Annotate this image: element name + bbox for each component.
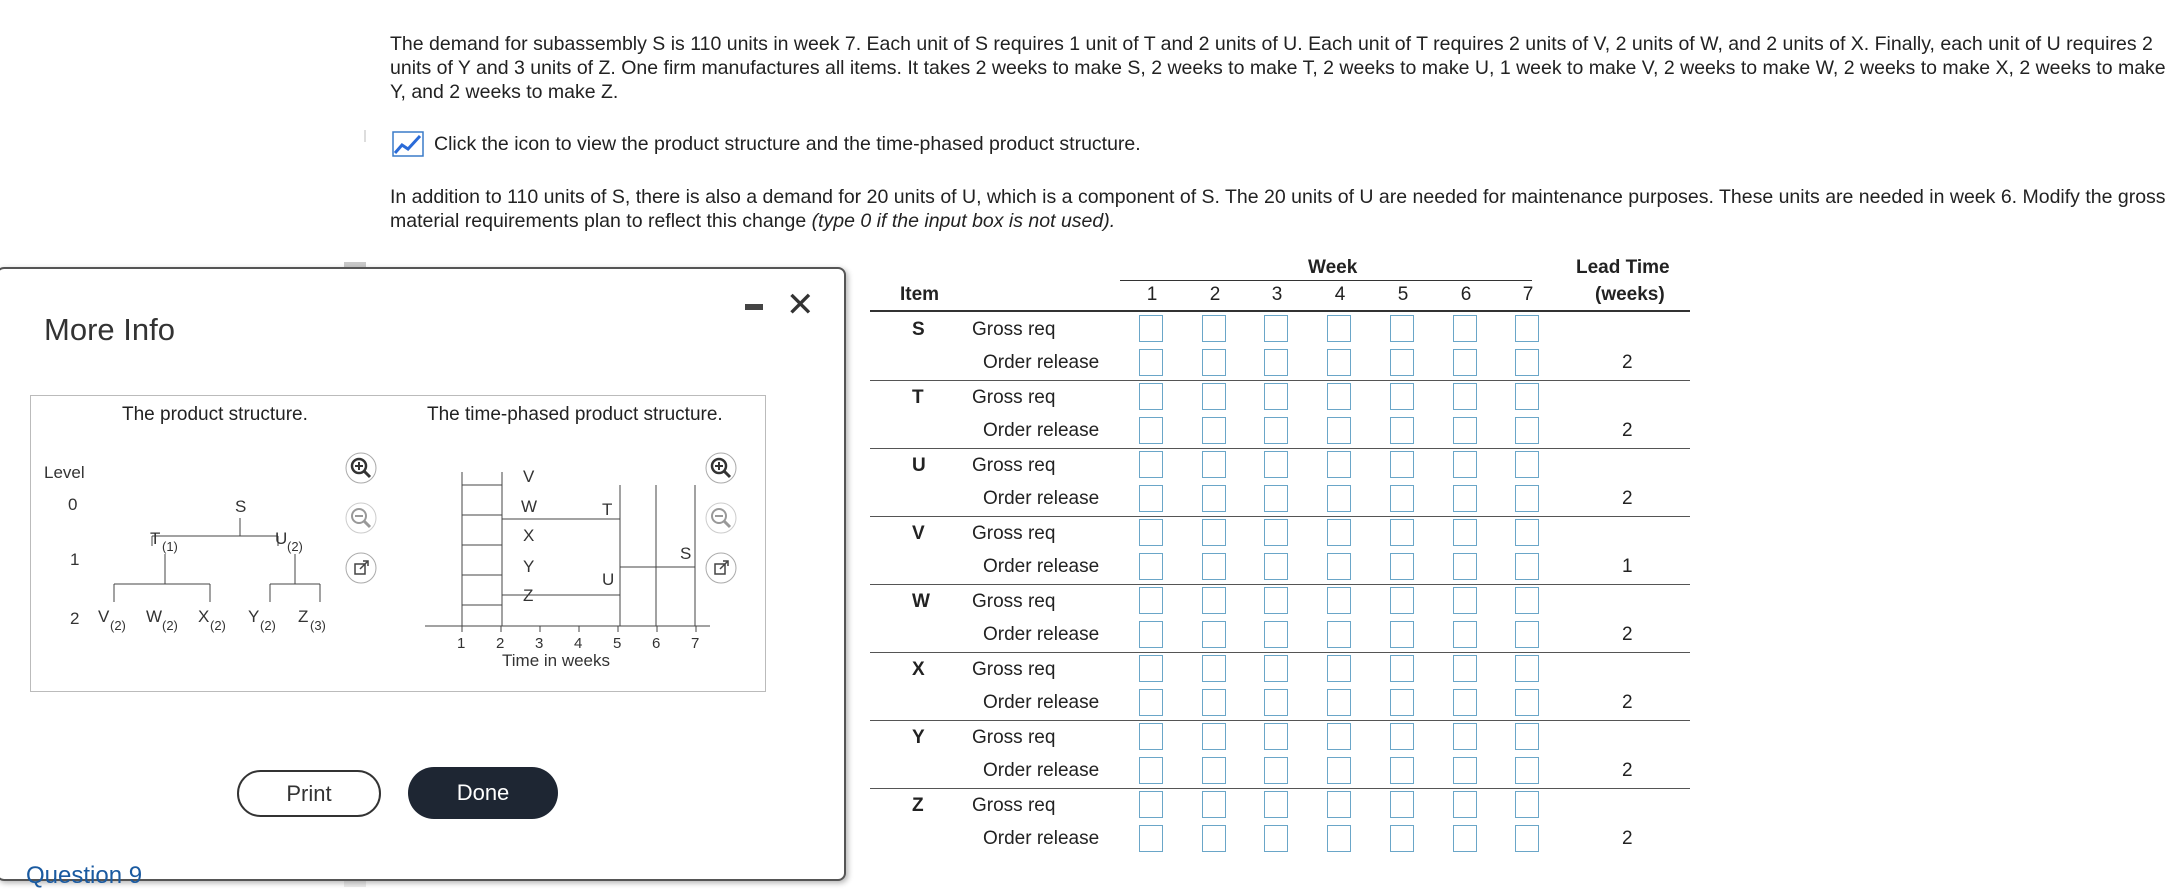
lead-time-value: 2 bbox=[1622, 352, 1633, 373]
order-input-z-week3[interactable] bbox=[1264, 825, 1288, 852]
level-2: 2 bbox=[70, 609, 80, 628]
order-input-s-week2[interactable] bbox=[1202, 349, 1226, 376]
item-s: S bbox=[912, 319, 925, 340]
item-w: W bbox=[912, 591, 930, 612]
timeline-s: S bbox=[680, 544, 692, 563]
gross-req-label: Gross req bbox=[972, 795, 1056, 816]
minimize-button[interactable] bbox=[745, 304, 763, 310]
popout-icon[interactable] bbox=[345, 552, 377, 584]
chart-icon[interactable] bbox=[392, 131, 424, 157]
order-input-u-week1[interactable] bbox=[1139, 485, 1163, 512]
gross-input-y-week1[interactable] bbox=[1139, 723, 1163, 750]
order-input-v-week4[interactable] bbox=[1327, 553, 1351, 580]
node-y: Y bbox=[248, 607, 260, 626]
order-input-y-week2[interactable] bbox=[1202, 757, 1226, 784]
gross-input-s-week5[interactable] bbox=[1390, 315, 1414, 342]
node-u: U bbox=[275, 529, 288, 548]
order-release-label: Order release bbox=[983, 692, 1100, 713]
gross-input-t-week4[interactable] bbox=[1327, 383, 1351, 410]
order-input-y-week6[interactable] bbox=[1453, 757, 1477, 784]
gross-input-t-week7[interactable] bbox=[1515, 383, 1539, 410]
addition-text: In addition to 110 units of S, there is also a demand for 20 units of U, which is a component of S. The 20 units of U are needed for maintenance purposes. These units are needed in week 6. Modify the gross material requirements plan to reflect this change bbox=[390, 186, 2166, 232]
order-release-label: Order release bbox=[983, 556, 1100, 577]
order-input-t-week5[interactable] bbox=[1390, 417, 1414, 444]
order-input-w-week4[interactable] bbox=[1327, 621, 1351, 648]
order-release-label: Order release bbox=[983, 624, 1100, 645]
level-1: 1 bbox=[70, 550, 80, 569]
week-number: 2 bbox=[1209, 284, 1221, 305]
close-icon[interactable]: ✕ bbox=[786, 286, 815, 324]
gross-input-u-week4[interactable] bbox=[1327, 451, 1351, 478]
level-0: 0 bbox=[68, 495, 78, 514]
gross-input-y-week2[interactable] bbox=[1202, 723, 1226, 750]
order-input-w-week2[interactable] bbox=[1202, 621, 1226, 648]
problem-statement bbox=[390, 32, 2170, 104]
gross-input-s-week7[interactable] bbox=[1515, 315, 1539, 342]
order-input-s-week3[interactable] bbox=[1264, 349, 1288, 376]
gross-req-label: Gross req bbox=[972, 659, 1056, 680]
lead-time-value: 2 bbox=[1622, 692, 1633, 713]
week-underline bbox=[1120, 280, 1532, 281]
order-input-y-week3[interactable] bbox=[1264, 757, 1288, 784]
zoom-out-icon[interactable] bbox=[345, 502, 377, 534]
gross-input-z-week1[interactable] bbox=[1139, 791, 1163, 818]
order-input-y-week7[interactable] bbox=[1515, 757, 1539, 784]
gross-input-z-week7[interactable] bbox=[1515, 791, 1539, 818]
week-number: 3 bbox=[1271, 284, 1283, 305]
print-button[interactable]: Print bbox=[237, 770, 381, 817]
row-divider bbox=[870, 380, 1690, 381]
order-input-t-week1[interactable] bbox=[1139, 417, 1163, 444]
timeline-axis-label: Time in weeks bbox=[502, 651, 611, 670]
gross-input-x-week6[interactable] bbox=[1453, 655, 1477, 682]
order-input-z-week4[interactable] bbox=[1327, 825, 1351, 852]
lead-time-value: 2 bbox=[1622, 828, 1633, 849]
row-divider bbox=[870, 516, 1690, 517]
order-input-z-week2[interactable] bbox=[1202, 825, 1226, 852]
row-divider bbox=[870, 584, 1690, 585]
gross-input-v-week5[interactable] bbox=[1390, 519, 1414, 546]
order-input-z-week5[interactable] bbox=[1390, 825, 1414, 852]
gross-input-v-week4[interactable] bbox=[1327, 519, 1351, 546]
order-input-y-week5[interactable] bbox=[1390, 757, 1414, 784]
popout-icon-2[interactable] bbox=[705, 552, 737, 584]
gross-req-label: Gross req bbox=[972, 455, 1056, 476]
timeline-y: Y bbox=[523, 557, 535, 576]
order-input-w-week7[interactable] bbox=[1515, 621, 1539, 648]
product-structure-tree bbox=[30, 450, 350, 650]
order-input-t-week4[interactable] bbox=[1327, 417, 1351, 444]
gross-input-u-week7[interactable] bbox=[1515, 451, 1539, 478]
gross-req-label: Gross req bbox=[972, 387, 1056, 408]
gross-input-t-week3[interactable] bbox=[1264, 383, 1288, 410]
order-input-x-week3[interactable] bbox=[1264, 689, 1288, 716]
done-button[interactable]: Done bbox=[408, 767, 558, 819]
click-instruction: Click the icon to view the product structure and the time-phased product structure. bbox=[434, 132, 1141, 155]
week-number: 7 bbox=[1522, 284, 1534, 305]
order-release-label: Order release bbox=[983, 352, 1100, 373]
order-input-s-week7[interactable] bbox=[1515, 349, 1539, 376]
zoom-in-icon-2[interactable] bbox=[705, 452, 737, 484]
level-label: Level bbox=[44, 463, 85, 482]
product-structure-title: The product structure. bbox=[122, 404, 308, 425]
order-input-s-week6[interactable] bbox=[1453, 349, 1477, 376]
gross-req-label: Gross req bbox=[972, 523, 1056, 544]
order-input-y-week4[interactable] bbox=[1327, 757, 1351, 784]
node-t: T bbox=[150, 529, 161, 548]
row-divider bbox=[870, 788, 1690, 789]
order-input-t-week6[interactable] bbox=[1453, 417, 1477, 444]
node-s: S bbox=[235, 497, 247, 516]
item-v: V bbox=[912, 523, 925, 544]
timeline-tick-label: 7 bbox=[691, 635, 700, 652]
gross-req-label: Gross req bbox=[972, 591, 1056, 612]
week-number: 4 bbox=[1334, 284, 1346, 305]
gross-input-u-week1[interactable] bbox=[1139, 451, 1163, 478]
gross-input-w-week1[interactable] bbox=[1139, 587, 1163, 614]
problem-paragraph: The demand for subassembly S is 110 units in week 7. Each unit of S requires 1 unit of T and 2 units of U. Each unit of T requires 2 units of V, 2 units of W, and 2 units of X. Finally, each unit of U requires 2 units of Y and 3 units of Z. One firm manufactures all items. It takes 2 weeks to make S, 2 weeks to make T, 2 weeks to make U, 1 week to make V, 2 weeks to make W, 2 weeks to make X, 2 weeks to make Y, and 2 weeks to make Z. bbox=[390, 33, 2166, 103]
gross-input-s-week4[interactable] bbox=[1327, 315, 1351, 342]
order-input-v-week1[interactable] bbox=[1139, 553, 1163, 580]
node-x: X bbox=[198, 607, 210, 626]
order-input-u-week2[interactable] bbox=[1202, 485, 1226, 512]
order-input-v-week2[interactable] bbox=[1202, 553, 1226, 580]
gross-input-z-week6[interactable] bbox=[1453, 791, 1477, 818]
gross-input-s-week1[interactable] bbox=[1139, 315, 1163, 342]
gross-input-v-week2[interactable] bbox=[1202, 519, 1226, 546]
timeline-x: X bbox=[523, 526, 535, 545]
gross-input-t-week2[interactable] bbox=[1202, 383, 1226, 410]
gross-input-z-week3[interactable] bbox=[1264, 791, 1288, 818]
order-input-t-week2[interactable] bbox=[1202, 417, 1226, 444]
item-u: U bbox=[912, 455, 926, 476]
timeline-tick-label: 6 bbox=[652, 635, 661, 652]
gross-input-s-week3[interactable] bbox=[1264, 315, 1288, 342]
order-input-x-week6[interactable] bbox=[1453, 689, 1477, 716]
gross-input-w-week6[interactable] bbox=[1453, 587, 1477, 614]
gross-input-t-week5[interactable] bbox=[1390, 383, 1414, 410]
timeline-w: W bbox=[521, 497, 538, 516]
gross-input-v-week6[interactable] bbox=[1453, 519, 1477, 546]
gross-req-label: Gross req bbox=[972, 727, 1056, 748]
node-w-qty: (2) bbox=[162, 618, 178, 633]
gross-input-t-week6[interactable] bbox=[1453, 383, 1477, 410]
week-header: Week bbox=[1308, 257, 1358, 278]
header-divider bbox=[870, 310, 1690, 312]
item-x: X bbox=[912, 659, 925, 680]
order-input-s-week5[interactable] bbox=[1390, 349, 1414, 376]
item-y: Y bbox=[912, 727, 925, 748]
node-z-qty: (3) bbox=[310, 618, 326, 633]
week-number: 1 bbox=[1146, 284, 1158, 305]
order-input-v-week3[interactable] bbox=[1264, 553, 1288, 580]
order-input-z-week6[interactable] bbox=[1453, 825, 1477, 852]
order-input-w-week1[interactable] bbox=[1139, 621, 1163, 648]
item-t: T bbox=[912, 387, 924, 408]
gross-input-y-week7[interactable] bbox=[1515, 723, 1539, 750]
timeline-tick-label: 1 bbox=[457, 635, 466, 652]
row-divider bbox=[870, 720, 1690, 721]
order-input-x-week1[interactable] bbox=[1139, 689, 1163, 716]
gross-input-u-week5[interactable] bbox=[1390, 451, 1414, 478]
node-t-qty: (1) bbox=[162, 539, 178, 554]
gross-input-s-week6[interactable] bbox=[1453, 315, 1477, 342]
order-input-w-week6[interactable] bbox=[1453, 621, 1477, 648]
gross-input-x-week4[interactable] bbox=[1327, 655, 1351, 682]
gross-req-label: Gross req bbox=[972, 319, 1056, 340]
order-input-s-week4[interactable] bbox=[1327, 349, 1351, 376]
gross-input-w-week2[interactable] bbox=[1202, 587, 1226, 614]
order-release-label: Order release bbox=[983, 828, 1100, 849]
zoom-out-icon-2[interactable] bbox=[705, 502, 737, 534]
node-w: W bbox=[146, 607, 163, 626]
gross-input-y-week6[interactable] bbox=[1453, 723, 1477, 750]
timeline-tick-label: 2 bbox=[496, 635, 505, 652]
node-v-qty: (2) bbox=[110, 618, 126, 633]
timeline-tick-label: 4 bbox=[574, 635, 583, 652]
chart-link[interactable] bbox=[392, 131, 1141, 157]
gross-input-z-week4[interactable] bbox=[1327, 791, 1351, 818]
row-divider bbox=[870, 652, 1690, 653]
lead-time-unit: (weeks) bbox=[1595, 284, 1665, 305]
addition-hint: (type 0 if the input box is not used). bbox=[811, 210, 1116, 232]
lead-time-value: 2 bbox=[1622, 624, 1633, 645]
order-input-u-week4[interactable] bbox=[1327, 485, 1351, 512]
gross-input-w-week7[interactable] bbox=[1515, 587, 1539, 614]
zoom-in-icon[interactable] bbox=[345, 452, 377, 484]
order-input-w-week5[interactable] bbox=[1390, 621, 1414, 648]
gross-input-x-week2[interactable] bbox=[1202, 655, 1226, 682]
order-input-z-week7[interactable] bbox=[1515, 825, 1539, 852]
gross-input-y-week4[interactable] bbox=[1327, 723, 1351, 750]
gross-input-z-week2[interactable] bbox=[1202, 791, 1226, 818]
order-input-s-week1[interactable] bbox=[1139, 349, 1163, 376]
node-v: V bbox=[98, 607, 110, 626]
timeline-z: Z bbox=[523, 586, 534, 605]
order-input-x-week4[interactable] bbox=[1327, 689, 1351, 716]
gross-input-w-week3[interactable] bbox=[1264, 587, 1288, 614]
node-y-qty: (2) bbox=[260, 618, 276, 633]
node-x-qty: (2) bbox=[210, 618, 226, 633]
order-input-v-week5[interactable] bbox=[1390, 553, 1414, 580]
row-divider bbox=[870, 448, 1690, 449]
order-input-t-week3[interactable] bbox=[1264, 417, 1288, 444]
order-input-u-week7[interactable] bbox=[1515, 485, 1539, 512]
lead-time-header: Lead Time bbox=[1576, 257, 1670, 278]
time-phased-title: The time-phased product structure. bbox=[427, 404, 723, 425]
node-z: Z bbox=[298, 607, 309, 626]
gross-input-u-week3[interactable] bbox=[1264, 451, 1288, 478]
gross-input-s-week2[interactable] bbox=[1202, 315, 1226, 342]
order-input-v-week7[interactable] bbox=[1515, 553, 1539, 580]
divider bbox=[364, 130, 366, 142]
gross-input-x-week5[interactable] bbox=[1390, 655, 1414, 682]
gross-input-w-week4[interactable] bbox=[1327, 587, 1351, 614]
lead-time-value: 1 bbox=[1622, 556, 1633, 577]
lead-time-value: 2 bbox=[1622, 488, 1633, 509]
timeline-u: U bbox=[602, 570, 615, 589]
timeline-v: V bbox=[523, 467, 535, 486]
order-input-u-week3[interactable] bbox=[1264, 485, 1288, 512]
timeline-tick-label: 5 bbox=[613, 635, 622, 652]
gross-input-v-week7[interactable] bbox=[1515, 519, 1539, 546]
item-header: Item bbox=[900, 284, 940, 305]
gross-input-t-week1[interactable] bbox=[1139, 383, 1163, 410]
gross-input-v-week3[interactable] bbox=[1264, 519, 1288, 546]
addition-statement bbox=[390, 185, 2170, 233]
timeline-tick-label: 3 bbox=[535, 635, 544, 652]
order-input-x-week5[interactable] bbox=[1390, 689, 1414, 716]
gross-input-w-week5[interactable] bbox=[1390, 587, 1414, 614]
order-input-v-week6[interactable] bbox=[1453, 553, 1477, 580]
order-release-label: Order release bbox=[983, 420, 1100, 441]
item-z: Z bbox=[912, 795, 924, 816]
week-number: 6 bbox=[1460, 284, 1472, 305]
order-release-label: Order release bbox=[983, 488, 1100, 509]
order-input-w-week3[interactable] bbox=[1264, 621, 1288, 648]
order-input-x-week2[interactable] bbox=[1202, 689, 1226, 716]
node-u-qty: (2) bbox=[287, 539, 303, 554]
time-phased-chart bbox=[420, 455, 720, 675]
order-input-u-week5[interactable] bbox=[1390, 485, 1414, 512]
order-input-u-week6[interactable] bbox=[1453, 485, 1477, 512]
question-label[interactable]: Question 9 bbox=[26, 862, 143, 889]
gross-input-u-week2[interactable] bbox=[1202, 451, 1226, 478]
order-input-x-week7[interactable] bbox=[1515, 689, 1539, 716]
lead-time-value: 2 bbox=[1622, 760, 1633, 781]
order-input-z-week1[interactable] bbox=[1139, 825, 1163, 852]
order-input-y-week1[interactable] bbox=[1139, 757, 1163, 784]
lead-time-value: 2 bbox=[1622, 420, 1633, 441]
gross-input-v-week1[interactable] bbox=[1139, 519, 1163, 546]
gross-input-x-week3[interactable] bbox=[1264, 655, 1288, 682]
timeline-t: T bbox=[602, 500, 613, 519]
gross-input-x-week1[interactable] bbox=[1139, 655, 1163, 682]
order-release-label: Order release bbox=[983, 760, 1100, 781]
gross-input-y-week5[interactable] bbox=[1390, 723, 1414, 750]
week-number: 5 bbox=[1397, 284, 1409, 305]
order-input-t-week7[interactable] bbox=[1515, 417, 1539, 444]
gross-input-u-week6[interactable] bbox=[1453, 451, 1477, 478]
gross-input-z-week5[interactable] bbox=[1390, 791, 1414, 818]
modal-title: More Info bbox=[44, 312, 175, 347]
gross-input-y-week3[interactable] bbox=[1264, 723, 1288, 750]
gross-input-x-week7[interactable] bbox=[1515, 655, 1539, 682]
